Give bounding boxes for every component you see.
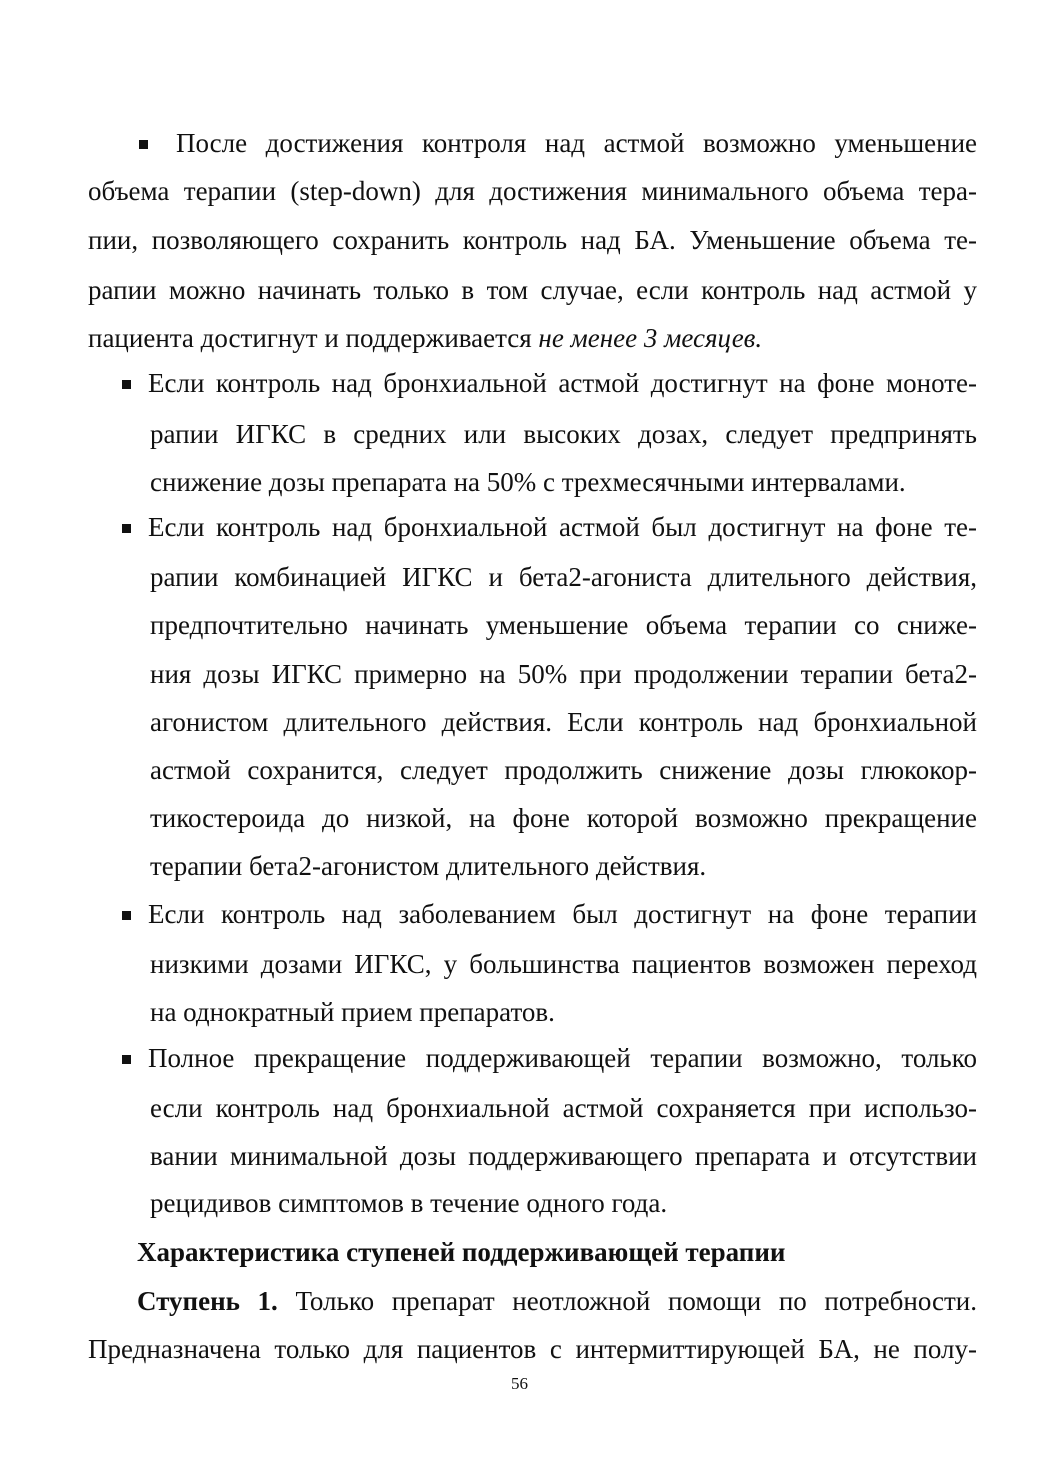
text-line: на однократный прием препаратов.: [150, 997, 555, 1027]
text-line: рапии ИГКС в средних или высоких дозах, следует предпринять: [150, 419, 977, 449]
bullet-marker: [139, 140, 148, 149]
text-line: тикостероида до низкой, на фоне которой возможно прекращение: [150, 803, 977, 833]
text-line: терапии бета2-агонистом длительного действия.: [150, 851, 707, 881]
text-line: Если контроль над бронхиальной астмой достигнут на фоне моноте-: [148, 368, 977, 398]
text-line: ния дозы ИГКС примерно на 50% при продолжении терапии бета2-: [150, 659, 977, 689]
emphasis-text: не менее 3 месяцев.: [538, 323, 763, 353]
text-line: пии, позволяющего сохранить контроль над БА. Уменьшение объема те-: [88, 225, 977, 255]
text-line: [88, 322, 762, 354]
text-line: Полное прекращение поддерживающей терапии возможно, только: [148, 1043, 977, 1073]
bullet-marker: [122, 911, 131, 920]
bullet-marker: [122, 524, 131, 533]
text-line: После достижения контроля над астмой возможно уменьшение: [176, 128, 977, 158]
text-line: Если контроль над бронхиальной астмой был достигнут на фоне те-: [148, 512, 977, 542]
text-line: объема терапии (step-down) для достижения минимального объема тера-: [88, 176, 977, 206]
step-label: Ступень 1.: [137, 1286, 278, 1316]
text-line: [137, 1285, 977, 1317]
text-line: рапии комбинацией ИГКС и бета2-агониста длительного действия,: [150, 562, 977, 592]
text-line: Если контроль над заболеванием был достигнут на фоне терапии: [148, 899, 977, 929]
bullet-marker: [122, 380, 131, 389]
text-line: снижение дозы препарата на 50% с трехмесячными интервалами.: [150, 467, 906, 497]
text-line: астмой сохранится, следует продолжить снижение дозы глюкокор-: [150, 755, 977, 785]
page-number: 56: [511, 1374, 528, 1393]
text-span: пациента достигнут и поддерживается: [88, 323, 539, 353]
text-line: рецидивов симптомов в течение одного года.: [150, 1188, 668, 1218]
text-line: низкими дозами ИГКС, у большинства пациентов возможен переход: [150, 949, 977, 979]
step-text: Только препарат неотложной помощи по потребности.: [277, 1286, 977, 1316]
text-line: если контроль над бронхиальной астмой сохраняется при использо-: [150, 1093, 977, 1123]
text-line: вании минимальной дозы поддерживающего препарата и отсутствии: [150, 1141, 977, 1171]
text-line: Предназначена только для пациентов с интермиттирующей БА, не полу-: [88, 1334, 977, 1364]
section-heading: Характеристика ступеней поддерживающей терапии: [137, 1237, 786, 1267]
text-line: рапии можно начинать только в том случае, если контроль над астмой у: [88, 275, 977, 305]
text-line: агонистом длительного действия. Если контроль над бронхиальной: [150, 707, 977, 737]
text-line: предпочтительно начинать уменьшение объема терапии со сниже-: [150, 610, 977, 640]
bullet-marker: [122, 1055, 131, 1064]
